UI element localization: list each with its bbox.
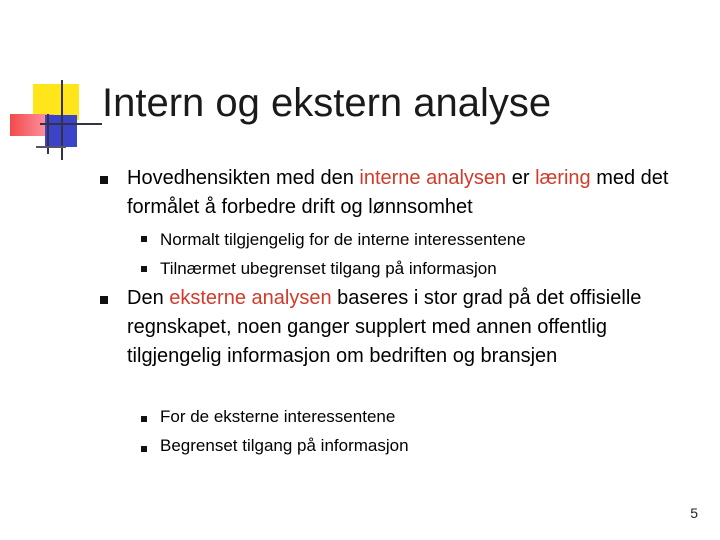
bullet-text [127, 284, 687, 371]
sub-bullet-square-icon [141, 446, 147, 452]
bullet-square-icon [100, 176, 108, 184]
text-run: med det formålet å forbedre drift og lønnsomhet [127, 167, 669, 218]
text-run: er [506, 167, 536, 189]
decorative-logo-icon [0, 0, 100, 170]
sub-bullet-square-icon [141, 416, 147, 422]
text-run: baseres i stor grad på det offisielle regnskapet, noen ganger supplert med annen offentlig tilgjengelig informasjon om bedriften og bransjen [127, 287, 642, 367]
text-run: Hovedhensikten med den [127, 167, 360, 189]
sub-bullet-text: Begrenset tilgang på informasjon [160, 436, 409, 455]
logo-line [61, 80, 63, 160]
sub-bullet-square-icon [141, 266, 147, 272]
logo-line [40, 123, 102, 125]
sub-bullet-square-icon [141, 236, 147, 242]
highlighted-term: interne analysen [359, 167, 507, 189]
logo-line [47, 114, 49, 154]
bullet-square-icon [100, 296, 108, 304]
highlighted-term: eksterne analysen [169, 287, 332, 309]
slide-title: Intern og ekstern analyse [102, 81, 552, 125]
bullet-text [127, 164, 687, 222]
logo-line [36, 146, 66, 148]
sub-bullet-text: For de eksterne interessentene [160, 407, 396, 426]
text-run: Den [127, 287, 170, 309]
sub-bullet-text: Tilnærmet ubegrenset tilgang på informasjon [160, 259, 497, 278]
sub-bullet-text: Normalt tilgjengelig for de interne interessentene [160, 230, 526, 249]
page-number: 5 [690, 505, 698, 521]
highlighted-term: læring [535, 167, 591, 189]
